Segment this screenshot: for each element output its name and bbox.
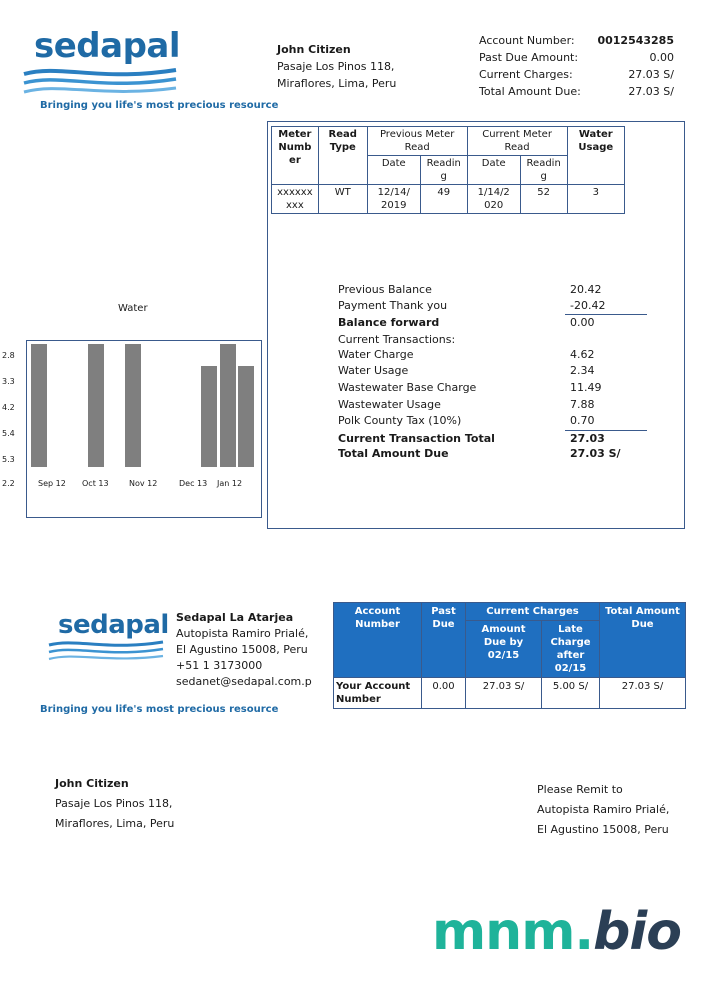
logo-wordmark: sedapal bbox=[34, 26, 181, 66]
table-row bbox=[334, 678, 686, 709]
header-text: Account bbox=[354, 606, 401, 617]
prev-reading-cell: 49 bbox=[420, 185, 467, 214]
amount-due-cell: 27.03 S/ bbox=[466, 678, 542, 709]
curr-reading-cell: 52 bbox=[520, 185, 567, 214]
account-summary bbox=[479, 34, 674, 102]
chart-bar bbox=[88, 344, 104, 467]
txn-label: Water Charge bbox=[338, 348, 414, 361]
customer-name: John Citizen bbox=[277, 43, 351, 56]
chart-title: Water bbox=[118, 303, 148, 314]
header-text: Read bbox=[328, 129, 357, 140]
header-text: er bbox=[289, 155, 301, 166]
company-email: sedanet@sedapal.com.p bbox=[176, 675, 312, 688]
remit-to-line1: Autopista Ramiro Prialé, bbox=[537, 803, 670, 816]
previous-meter-read-header bbox=[367, 127, 467, 156]
past-due-header bbox=[422, 603, 466, 678]
cell-text: 12/14/ bbox=[377, 187, 410, 198]
your-account-number-cell bbox=[334, 678, 422, 709]
txn-value: 0.70 bbox=[570, 414, 595, 427]
header-text: Readin bbox=[526, 158, 561, 169]
summary-value: 27.03 S/ bbox=[628, 68, 674, 81]
header-text: Numb bbox=[278, 142, 312, 153]
txn-value: 27.03 S/ bbox=[570, 447, 621, 460]
header-text: Previous Meter bbox=[379, 129, 455, 140]
x-tick-label: Sep 12 bbox=[38, 479, 66, 488]
header-text: Type bbox=[329, 142, 356, 153]
cell-text: Your Account bbox=[336, 681, 411, 692]
remit-sedapal-logo bbox=[46, 610, 169, 662]
header-text: 02/15 bbox=[554, 663, 587, 674]
txn-value: 11.49 bbox=[570, 381, 602, 394]
company-phone: +51 1 3173000 bbox=[176, 659, 263, 672]
x-tick-label: Dec 13 bbox=[179, 479, 208, 488]
header-text: Amount bbox=[481, 624, 526, 635]
summary-value: 27.03 S/ bbox=[628, 85, 674, 98]
header-text: Read bbox=[404, 142, 430, 153]
txn-label: Total Amount Due bbox=[338, 447, 449, 460]
txn-value: 0.00 bbox=[570, 316, 595, 329]
current-charges-header: Current Charges bbox=[466, 603, 600, 621]
y-tick-label: 2.2 bbox=[2, 479, 15, 488]
summary-label: Current Charges: bbox=[479, 68, 573, 81]
remit-to-address bbox=[537, 780, 669, 840]
account-number-header bbox=[334, 603, 422, 678]
meter-reading-table bbox=[271, 126, 625, 214]
txn-value: 20.42 bbox=[570, 283, 602, 296]
watermark-part2: bio bbox=[593, 902, 681, 962]
header-text: Water bbox=[578, 129, 613, 140]
summary-row bbox=[479, 68, 674, 84]
meter-number-cell bbox=[272, 185, 319, 214]
customer-address bbox=[277, 41, 396, 92]
cell-text: 2019 bbox=[381, 200, 407, 211]
meter-number-header bbox=[272, 127, 319, 185]
header-text: Total Amount bbox=[605, 606, 680, 617]
chart-bar bbox=[201, 366, 217, 467]
tagline: Bringing you life's most precious resource bbox=[40, 100, 279, 111]
total-amount-due-header bbox=[600, 603, 686, 678]
txn-label: Wastewater Usage bbox=[338, 398, 441, 411]
header-text: Charge bbox=[550, 637, 591, 648]
cell-text: xxxxxx bbox=[277, 187, 313, 198]
chart-bar bbox=[31, 344, 47, 467]
header-text: Readin bbox=[426, 158, 461, 169]
mailing-address bbox=[55, 774, 174, 834]
company-address-line1: Autopista Ramiro Prialé, bbox=[176, 627, 309, 640]
y-tick-label: 5.3 bbox=[2, 455, 15, 464]
header-text: Due by bbox=[483, 637, 524, 648]
summary-row bbox=[479, 85, 674, 101]
txn-label: Water Usage bbox=[338, 364, 409, 377]
watermark-part1: mnm. bbox=[432, 902, 594, 962]
remit-to-line2: El Agustino 15008, Peru bbox=[537, 823, 669, 836]
header-text: Due bbox=[432, 619, 455, 630]
header-text: g bbox=[440, 171, 447, 182]
remit-to-title: Please Remit to bbox=[537, 783, 623, 796]
chart-bar bbox=[125, 344, 141, 467]
y-tick-label: 2.8 bbox=[2, 351, 15, 360]
prev-date-cell bbox=[367, 185, 420, 214]
header-text: Meter bbox=[278, 129, 312, 140]
header-text: Number bbox=[355, 619, 400, 630]
curr-date-header: Date bbox=[467, 156, 520, 185]
txn-value: -20.42 bbox=[570, 299, 606, 312]
chart-bar bbox=[220, 344, 236, 467]
mailing-address-line2: Miraflores, Lima, Peru bbox=[55, 817, 175, 830]
header-text: Due bbox=[631, 619, 654, 630]
amount-due-by-header bbox=[466, 621, 542, 678]
cell-text: Number bbox=[336, 694, 381, 705]
header-text: after bbox=[556, 650, 585, 661]
remittance-table bbox=[333, 602, 686, 709]
header-text: Current Meter bbox=[482, 129, 552, 140]
summary-row bbox=[479, 34, 674, 50]
mailing-address-line1: Pasaje Los Pinos 118, bbox=[55, 797, 173, 810]
watermark-logo bbox=[432, 902, 681, 962]
txn-label: Payment Thank you bbox=[338, 299, 448, 312]
customer-address-line1: Pasaje Los Pinos 118, bbox=[277, 60, 395, 73]
x-tick-label: Oct 13 bbox=[82, 479, 109, 488]
txn-value: 2.34 bbox=[570, 364, 595, 377]
x-tick-label: Jan 12 bbox=[217, 479, 243, 488]
y-tick-label: 5.4 bbox=[2, 429, 15, 438]
logo-waves-icon bbox=[46, 638, 166, 664]
water-usage-cell: 3 bbox=[567, 185, 624, 214]
curr-reading-header bbox=[520, 156, 567, 185]
read-type-cell: WT bbox=[318, 185, 367, 214]
y-tick-label: 3.3 bbox=[2, 377, 15, 386]
txn-label: Balance forward bbox=[338, 316, 440, 329]
prev-reading-header bbox=[420, 156, 467, 185]
logo-waves-icon bbox=[20, 64, 180, 98]
late-charge-cell: 5.00 S/ bbox=[542, 678, 600, 709]
company-address bbox=[176, 610, 312, 690]
prev-date-header: Date bbox=[367, 156, 420, 185]
past-due-cell: 0.00 bbox=[422, 678, 466, 709]
total-due-cell: 27.03 S/ bbox=[600, 678, 686, 709]
table-row bbox=[272, 185, 625, 214]
txn-label: Polk County Tax (10%) bbox=[338, 414, 462, 427]
txn-label: Previous Balance bbox=[338, 283, 432, 296]
summary-row bbox=[479, 51, 674, 67]
read-type-header bbox=[318, 127, 367, 185]
txn-value: 7.88 bbox=[570, 398, 595, 411]
late-charge-header bbox=[542, 621, 600, 678]
cell-text: 020 bbox=[484, 200, 504, 211]
txn-value: 4.62 bbox=[570, 348, 595, 361]
header-text: Read bbox=[504, 142, 530, 153]
summary-label: Total Amount Due: bbox=[479, 85, 581, 98]
cell-text: xxx bbox=[286, 200, 304, 211]
mailing-name: John Citizen bbox=[55, 777, 129, 790]
summary-label: Account Number: bbox=[479, 34, 575, 47]
header-text: Past bbox=[431, 606, 456, 617]
x-tick-label: Nov 12 bbox=[129, 479, 158, 488]
header-text: 02/15 bbox=[487, 650, 520, 661]
remit-tagline: Bringing you life's most precious resource bbox=[40, 704, 279, 715]
sedapal-logo bbox=[20, 26, 180, 96]
txn-label: Current Transactions: bbox=[338, 333, 456, 346]
customer-address-line2: Miraflores, Lima, Peru bbox=[277, 77, 397, 90]
header-text: Usage bbox=[578, 142, 614, 153]
summary-label: Past Due Amount: bbox=[479, 51, 579, 64]
header-text: Late bbox=[558, 624, 583, 635]
header-text: g bbox=[540, 171, 547, 182]
cell-text: 1/14/2 bbox=[477, 187, 510, 198]
water-usage-header bbox=[567, 127, 624, 185]
current-meter-read-header bbox=[467, 127, 567, 156]
curr-date-cell bbox=[467, 185, 520, 214]
account-number-value: 0012543285 bbox=[597, 34, 674, 47]
chart-bar bbox=[238, 366, 254, 467]
company-name: Sedapal La Atarjea bbox=[176, 611, 294, 624]
summary-value: 0.00 bbox=[649, 51, 674, 64]
logo-wordmark: sedapal bbox=[58, 610, 169, 640]
txn-value: 27.03 bbox=[570, 432, 605, 445]
y-tick-label: 4.2 bbox=[2, 403, 15, 412]
txn-label: Wastewater Base Charge bbox=[338, 381, 477, 394]
txn-label: Current Transaction Total bbox=[338, 432, 495, 445]
company-address-line2: El Agustino 15008, Peru bbox=[176, 643, 308, 656]
